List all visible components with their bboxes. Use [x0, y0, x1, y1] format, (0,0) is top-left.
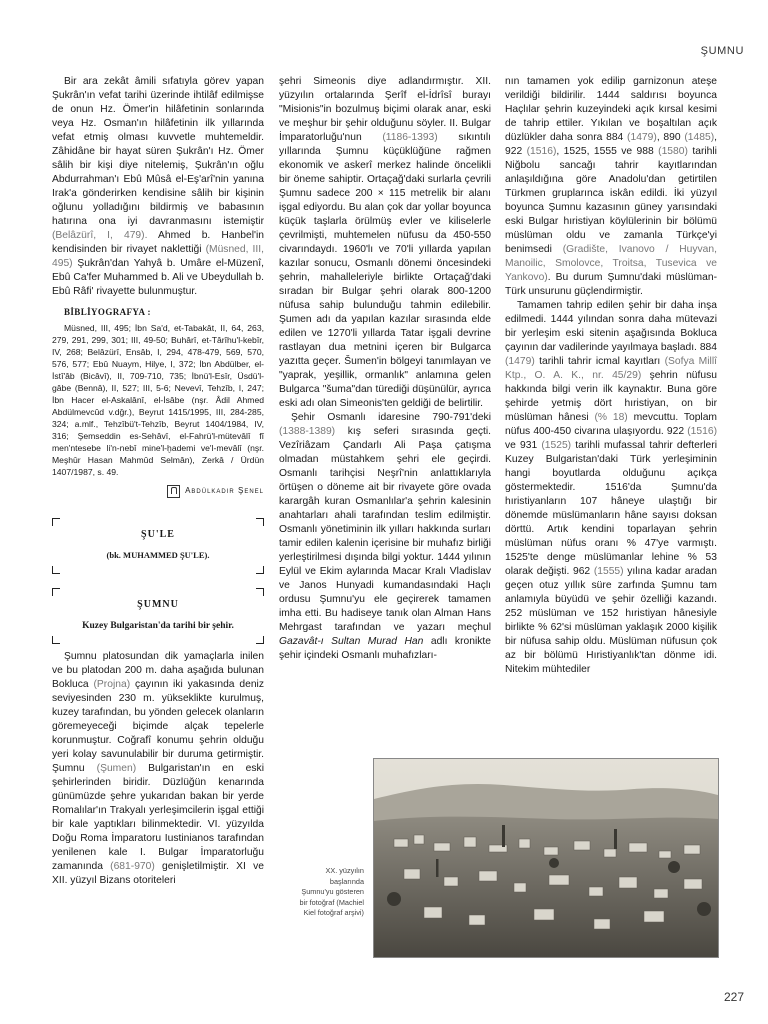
running-head: ŞUMNU — [700, 45, 744, 57]
bibliography-title: BİBLİYOGRAFYA : — [64, 307, 151, 317]
bibliography: Müsned, III, 495; İbn Sa'd, et-Tabakât, II, 64, 263, 279, 291, 299, 301; III, 49-50; Buhârî, et-Târîhu'l-kebîr, IV, 268; Belâzürî, Ensâb, I, 294, 478-479, 569, 570, 576, 577; Ebû Nuaym, Hilye, I, 372; İbn Abdülber, el-İstî'âb (Bicâvî), II, 709-710, 735; İbnü'l-Esîr, Üsdü'l-gâbe (Bennâ), II, 527; III, 5-6; Nevevî, Tehzîb, I, 247; İbn Hacer el-Askalânî, el-İsâbe (nşr. Âdil Ahmed Abdülmevcûd v.dğr.), Beyrut 1415/1995, III, 284-285, 324; a.mlf., Tehzîbü't-Tehzîb, Beyrut 1404/1984, IV, 316; Şemseddin es-Sehâvî, el-Fahrü'l-mütevâlî fî men'ntesebe li'n-nebî mine'l-ḫademi ve'l-mevâlî (nşr. Meşhûr Hasan Mahmûd Selmân), Zerkâ / Ürdün 1407/1987, s. 49. — [52, 323, 264, 477]
column-1 — [52, 75, 264, 888]
author-signature — [52, 484, 264, 498]
column-3 — [505, 75, 717, 677]
paragraph: Bir ara zekât âmili sıfatıyla görev yapan Şukrân'ın vefat tarihi üzerinde ihtilâf edilmişse de onun Hz. Ömer'in hilâfetinin sonlarında veya Hz. Osman'ın hilâfetinin ilk yıllarında vefat etmiş olması kuvvetle muhtemeldir. Zâhidâne bir hayat süren Şukrân'ı Hz. Ömer sâlih bir kişi diye nitelemiş, Şukrân'ın oğlu Abdurrahman'ı Ebû Mûsâ el-Eş'arî'nin yanına Irak'a gönderirken kendisine sâlih bir kişinin oğlunu yolladığını bildirmiş ve babasının hatırına ona iyi davranmasını istemiştir (Belâzürî, I, 479). Ahmed b. Hanbel'in kendisinden bir rivayet naklettiği (Müsned, III, 495) Şukrân'dan Yahyâ b. Umâre el-Müzenî, Ebû Ca'fer Muhammed b. Ali ve Ubeydullah b. Ebû Râfi' rivayette bulunmuştur. — [52, 76, 264, 297]
corner-mark — [256, 566, 264, 574]
page-number: 227 — [723, 990, 744, 1004]
corner-mark — [256, 588, 264, 596]
paragraph: Tamamen tahrip edilen şehir bir daha inşa edilmedi. 1444 yılından sonra daha mütevazi bir yerleşim eski sitenin aşağısında Bokluca çayının dar vadilerinde yayılmaya başladı. 884 (1479) tarihli tahrir icmal kayıtları (Sofya Millî Ktp., O. A. K., nr. 45/29) şehrin nüfusu hakkında bilgi verin ilk kaynaktır. Buna göre şehirde yetmiş dört hıristiyan, on bir müslüman hânesi (% 18) mevcuttu. Toplam nüfus 400-450 civarına ulaşıyordu. 922 (1516) ve 931 (1525) tarihli mufassal tahrir defterleri Kuzey Bulgaristan'daki Türk yerleşiminin hangi boyutlarda olduğunu açıkça göstermektedir. 1516'da Şumnu'da hıristiyanların 107 hâneye ulaştığı bir dönemde müslümanların hâne sayısı doksan dörttü. Artık kendini toparlayan şehrin müslüman nüfus oranı % 47'ye varmıştı. 1525'te dengе müslümanlar lehine % 53 olarak değişti. 962 (1555) yılına kadar aradan geçen otuz yıllık süre zarfında Şumnu tam anlamıyla büyüdü ve şehir özelliği kazandı. 252 müslüman ve 152 hıristiyan hânesiyle birlikte % 62'si müslüman yaklaşık 2000 kişilik bir nüfusa sahip oldu. Müslüman nüfusun çok az bir bölümü Hıristiyanlık'tan dönme idi. Nitekim mühtediler — [505, 300, 718, 675]
paragraph: şehri Simeonis diye adlandırmıştır. XII. yüzyılın ortalarında Şerîf el-İdrîsî burayı "Misionis"in bozulmuş biçimi olarak anar, eski ve meşhur bir şehir olduğunu söyler. II. Bulgar İmparatorluğu'nun (1186-1393) sıkıntılı yıllarında Şumnu küçüklüğüne rağmen ekonomik ve askerî merkez halinde öncelikli bir öneme sahiptir. Ortaçağ'daki surlarla çevrili Şumnu sadece 200 × 115 metrelik bir alanı işgal ediyordu. Bu alan çok dar yollar boyunca küçük taşlarla örülmüş evler ve kiliselerle çevrilmişti, muhtemelen nüfusu da 450-550 civarındaydı. 1960'lı ve 70'li yıllarda yapılan kazılar sonucu, Osmanlı dönemi öncesindeki şehrin, mahalleleriyle birlikte Ortaçağ'daki sıradan bir Bulgar şehri olarak 800-1200 nüfusa sahip bulunduğu tahmin edilebilir. Şumen adı da yapılan kazılar sırasında elde edilen ve 1270'li yıllarda Tatar işgali devrine rastlayan dua metnini içeren bir Bulgarca yazıtta geçer. Šumen'in bölgeyi tanımlayan ve "yaprak, yeşillik, ormanlık" anlamına gelen Bulgarca "šuma"dan türediği düşünülür, ayrıca eski adı olan Simeonis'ten geldiği de belirtilir. — [279, 76, 491, 409]
author-name: Abdülkadir Şenel — [185, 486, 264, 495]
historical-city-photo — [373, 758, 719, 958]
column-2 — [279, 75, 491, 663]
corner-mark — [256, 518, 264, 526]
photo-caption: XX. yüzyılın başlarında Şumnu'yu gösteren bir fotoğraf (Machiel Kiel fotoğraf arşivi) — [299, 866, 364, 917]
corner-mark — [52, 566, 60, 574]
entry-cross-reference: (bk. MUHAMMED ŞU'LE). — [106, 550, 210, 560]
author-mark-icon — [167, 485, 180, 498]
entry-title-sumnu: ŞUMNU — [137, 599, 179, 610]
entry-description: Kuzey Bulgaristan'da tarihi bir şehir. — [82, 621, 234, 631]
corner-mark — [52, 588, 60, 596]
corner-mark — [256, 636, 264, 644]
city-panorama-illustration — [374, 759, 718, 957]
paragraph: Şumnu platosundan dik yamaçlarla inilen ve bu platodan 200 m. daha aşağıda bulunan Bokluca (Projna) çayının iki yakasında deniz seviyesinden 230 m. yükseklikte kurulmuş, kuzey tarafından, bu yönden gelecek olanların göremeyeceği biçimde alçak tepelerle korunmuştur. Coğrafî konumu şehrin olduğu yeri kolay savunulabilir bir duruma getirmiştir. Şumnu (Şumen) Bulgaristan'ın en eski şehirlerinden biridir. Düzlüğün kenarında günümüzde şehre yukarıdan bakan bir yerde Romalılar'ın Trakyalı yerleşimcilerin işgal ettiği bir kale yaptıkları bilinmektedir. VI. yüzyılda Doğu Roma İmparatoru Iustinianos tarafından yenilenen kale I. Bulgar İmparatorluğu zamanında (681-970) genişletilmiştir. XI ve XII. yüzyıl Bizans otoriteleri — [52, 651, 264, 886]
entry-title-sule: ŞU'LE — [141, 529, 175, 540]
paragraph: Şehir Osmanlı idaresine 790-791'deki (1388-1389) kış seferi sırasında geçti. Vezîriâzam Çandarlı Ali Paşa çatışma olmadan müstahkem şehri ele geçirdi. Osmanlı tarihçisi Neşrî'nin anlattıklarıyla örtüşen o döneme ait bir rivayete göre ovada karargâh kuran Osmanlılar'a şehrin kalesinin anahtarları ahali tarafından teslim edilmiştir. Osmanlı yönetiminin ilk yılları hakkında surları tamir edilen kalenin içerisine bir muhafız birliği yerleştirilmesi dışında bilgi yoktur. 1444 yılının Eylül ve Ekim aylarında Macar Kralı Vladislav ve Janos Hunyadi kumandasındaki Haçlı ordusu Şumnu'yu ele geçirerek tamamen imha etti. Bu hadiseye tanık olan Alman Hans Mehrgast tarafından ve yazarı meçhul Gazavât-ı Sultan Murad Han adlı kronikte şehir içindeki Osmanlı muhafızları- — [279, 412, 491, 661]
corner-mark — [52, 518, 60, 526]
corner-mark — [52, 636, 60, 644]
entry-heading-box — [52, 588, 264, 644]
paragraph: nın tamamen yok edilip garnizonun ateşe verildiği bildirilir. 1444 saldırısı boyunca Haçlılar şehrin kuzeyindeki açık kırsal kesimi de tahrip ettiler. Yıkılan ve boşaltılan açık düzlükler daha sonra 884 (1479), 890 (1485), 922 (1516), 1525, 1555 ve 988 (1580) tarihli Niğbolu sancağı tahrir kayıtlarından anlaşıldığına göre Anadolu'dan getirtilen Türkmen gruplarınca iskân edildi. İki yüzyıl boyunca Şumnu kazasının güney yarısındaki eski Bulgar hıristiyan köylülerinin bir bölümü müslüman oldu ve zamanla Türkçe'yi benimsedi (Gradište, Ivanovo / Huyvan, Manoilic, Smolovce, Troitsa, Tusevica ve Yankovo). Bu durum Şumnu'daki müslüman-Türk unsurunu güçlendirmiştir. — [505, 76, 717, 297]
entry-heading-box — [52, 518, 264, 574]
